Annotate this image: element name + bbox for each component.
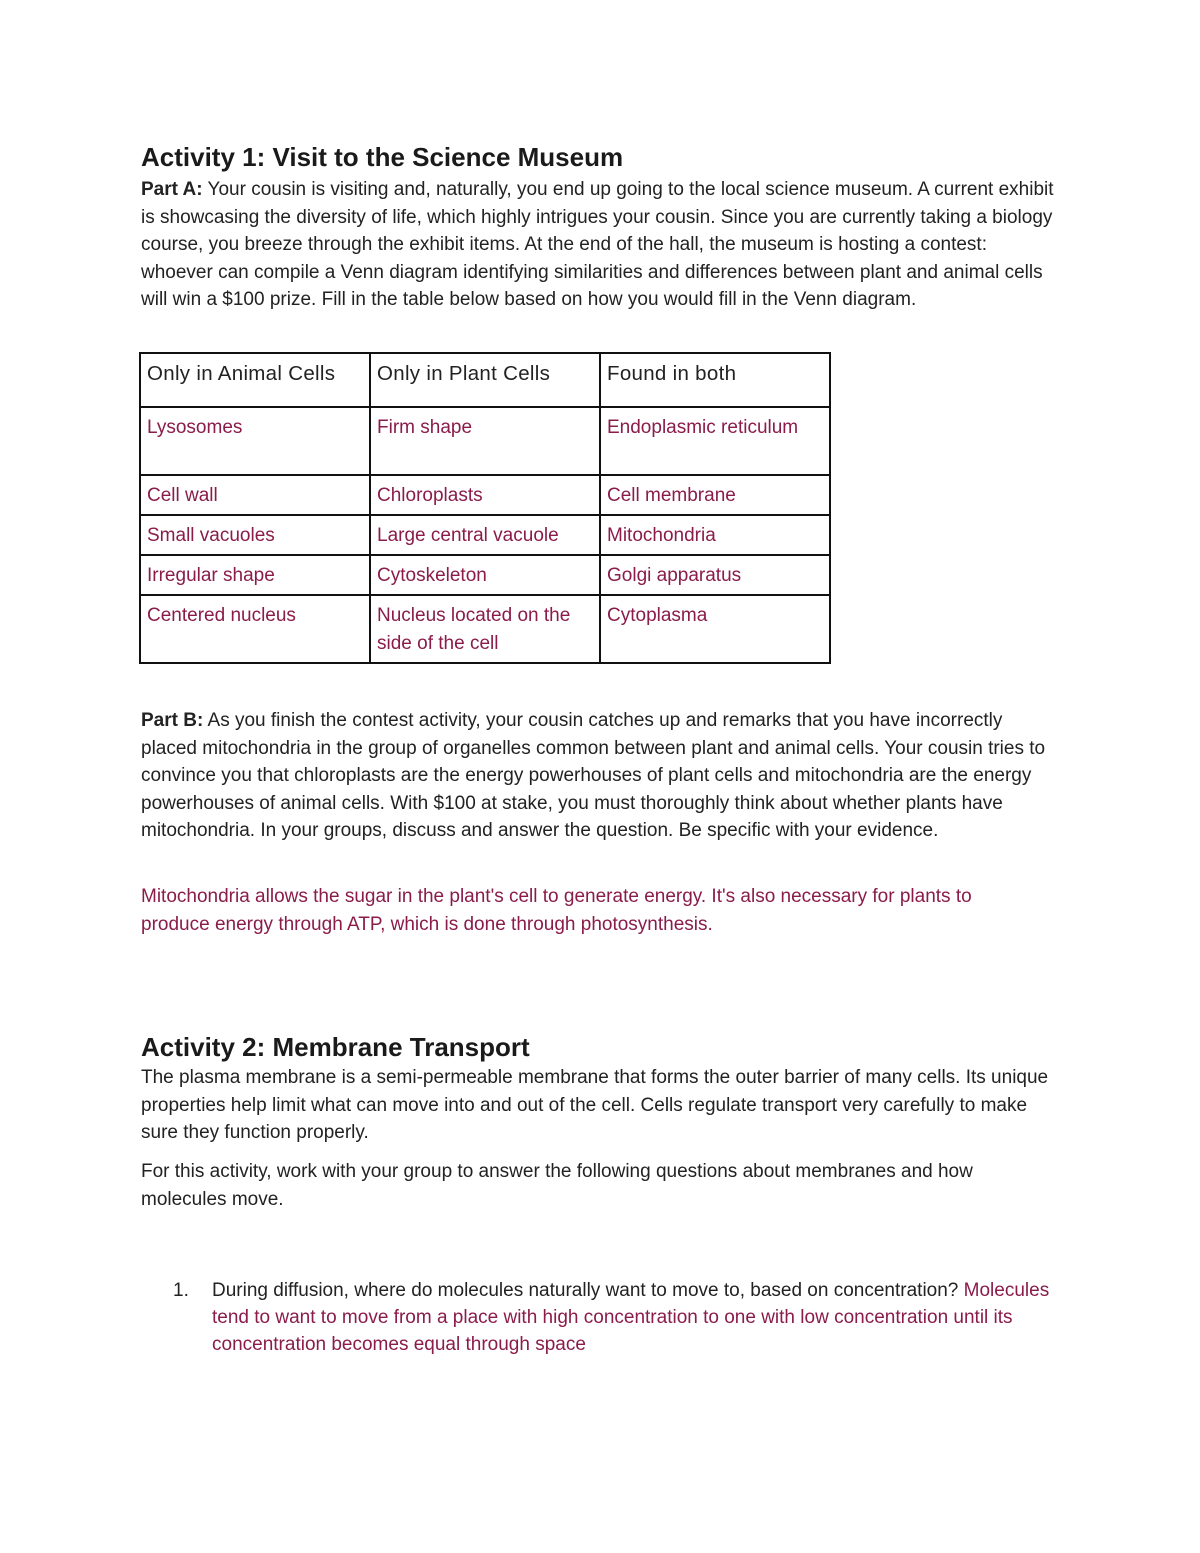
table-row [140,555,830,595]
part-b-answer: Mitochondria allows the sugar in the plant's cell to generate energy. It's also necessary for plants to produce energy through ATP, which is done through photosynthesis. [141,886,972,935]
part-a-text: Your cousin is visiting and, naturally, you end up going to the local science museum. A current exhibit is showcasing the diversity of life, which highly intrigues your cousin. Since you are currently taking a biology course, you breeze through the exhibit items. At the end of the hall, the museum is hosting a contest: whoever can compile a Venn diagram identifying similarities and differences between plant and animal cells will win a $100 prize. Fill in the table below based on how you would fill in the Venn diagram. [141,179,1054,310]
table-cell: Nucleus located on the side of the cell [370,595,600,663]
part-a-label: Part A: [141,179,203,200]
table-cell: Cytoskeleton [370,555,600,595]
question-number: 1. [173,1280,189,1301]
venn-table [139,352,831,664]
part-a-paragraph [141,176,1061,314]
table-cell: Golgi apparatus [600,555,830,595]
list-item [141,1277,1061,1358]
table-cell: Endoplasmic reticulum [600,407,830,475]
part-b-label: Part B: [141,710,204,731]
table-row [140,475,830,515]
part-b-text: As you finish the contest activity, your cousin catches up and remarks that you have incorrectly placed mitochondria in the group of organelles common between plant and animal cells. Your cousin tries to convince you that chloroplasts are the energy powerhouses of plant cells and mitochondria are the energy powerhouses of animal cells. With $100 at stake, you must thoroughly think about whether plants have mitochondria. In your groups, discuss and answer the question. Be specific with your evidence. [141,710,1046,841]
activity1-title: Activity 1: Visit to the Science Museum [141,142,624,172]
header-both: Found in both [600,353,830,407]
activity2-intro: The plasma membrane is a semi-permeable membrane that forms the outer barrier of many cells. Its unique properties help limit what can move into and out of the cell. Cells regulate transport very carefully to make sure they function properly. [141,1067,1049,1143]
table-row [140,595,830,663]
table-cell: Lysosomes [140,407,370,475]
table-cell: Small vacuoles [140,515,370,555]
question-answer: Molecules tend to want to move from a place with high concentration to one with low concentration until its concentration becomes equal through space [212,1280,1050,1355]
activity2-instructions: For this activity, work with your group to answer the following questions about membranes and how molecules move. [141,1161,973,1210]
table-cell: Mitochondria [600,515,830,555]
table-cell: Chloroplasts [370,475,600,515]
header-animal: Only in Animal Cells [140,353,370,407]
table-cell: Cell wall [140,475,370,515]
activity2-title: Activity 2: Membrane Transport [141,1032,530,1062]
table-row [140,515,830,555]
question-text: During diffusion, where do molecules naturally want to move to, based on concentration? [212,1280,964,1301]
table-header-row [140,353,830,407]
table-cell: Centered nucleus [140,595,370,663]
table-cell: Irregular shape [140,555,370,595]
table-cell: Cytoplasma [600,595,830,663]
table-row [140,407,830,475]
table-cell: Firm shape [370,407,600,475]
table-cell: Cell membrane [600,475,830,515]
question-list [141,1277,1061,1358]
header-plant: Only in Plant Cells [370,353,600,407]
table-cell: Large central vacuole [370,515,600,555]
part-b-paragraph [141,707,1061,845]
